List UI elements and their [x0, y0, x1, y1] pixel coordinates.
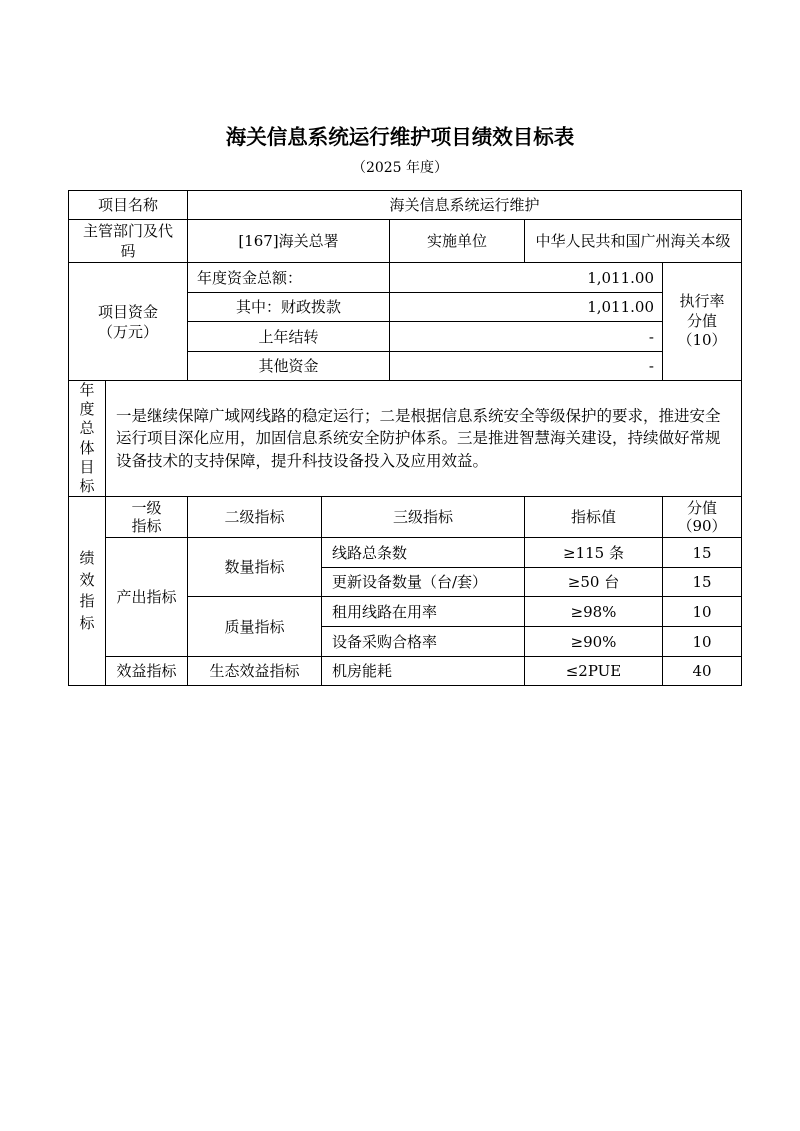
- indicator-procurement-pass-value: ≥90%: [570, 632, 617, 651]
- annual-goal-text: 一是继续保障广域网线路的稳定运行；二是根据信息系统安全等级保护的要求，推进安全运行项目深化应用，加固信息系统安全防护体系。三是推进智慧海关建设，持续做好常规设备技术的支持保障，提升科技设备投入及应用效益。: [116, 406, 721, 470]
- funds-label-text: 项目资金（万元）: [97, 302, 158, 341]
- department-label-text: 主管部门及代码: [82, 222, 173, 260]
- indicator-score: [663, 627, 742, 657]
- indicator-equipment-update-score: 15: [692, 573, 712, 591]
- funds-row-amount: [390, 352, 663, 381]
- indicator-energy-score: 40: [692, 662, 712, 680]
- indicator-score: [663, 657, 742, 686]
- funds-row-label: [188, 322, 390, 352]
- indicator-line-usage-name: 租用线路在用率: [332, 602, 438, 621]
- level2-quantity: [188, 538, 322, 597]
- indicator-name: [322, 538, 525, 568]
- indicator-value: [525, 597, 663, 627]
- level1-benefit-text: 效益指标: [116, 662, 177, 680]
- indicator-line-usage-score: 10: [692, 602, 712, 621]
- funds-other-amount: -: [648, 357, 654, 375]
- funds-row-label: [188, 352, 390, 381]
- funds-fiscal-label: 其中：财政拨款: [235, 298, 341, 316]
- indicator-procurement-pass-name: 设备采购合格率: [332, 632, 438, 651]
- indicator-energy-name: 机房能耗: [332, 662, 393, 680]
- implementing-unit-value: [525, 220, 742, 263]
- indicator-equipment-update-value: ≥50 台: [567, 573, 620, 591]
- indicator-name: [322, 568, 525, 597]
- header-level3: [322, 497, 525, 538]
- annual-goal-label-text: 年度总体目标: [79, 380, 95, 496]
- header-value-text: 指标值: [570, 508, 616, 526]
- indicator-procurement-pass-score: 10: [692, 632, 712, 651]
- level2-ecological: [188, 657, 322, 686]
- indicator-value: [525, 657, 663, 686]
- funds-fiscal-amount: 1,011.00: [587, 298, 654, 316]
- header-level2: [188, 497, 322, 538]
- funds-row-label: [188, 293, 390, 322]
- project-name-value: [188, 191, 742, 220]
- indicator-value: [525, 538, 663, 568]
- funds-total-amount: 1,011.00: [587, 268, 654, 287]
- indicator-energy-value: ≤2PUE: [565, 662, 622, 680]
- indicator-equipment-update-name: 更新设备数量（台/套）: [332, 573, 488, 591]
- header-score: [663, 497, 742, 538]
- header-level2-text: 二级指标: [224, 508, 285, 526]
- department-value-text: [167]海关总署: [238, 232, 339, 250]
- indicator-value: [525, 627, 663, 657]
- header-level1-text: 一级指标: [131, 499, 162, 535]
- indicator-value: [525, 568, 663, 597]
- execution-rate-score-text: 执行率分值（10）: [677, 292, 727, 350]
- implementing-unit-label-text: 实施单位: [426, 232, 487, 250]
- implementing-unit-value-text: 中华人民共和国广州海关本级: [535, 232, 731, 250]
- indicator-score: [663, 568, 742, 597]
- indicator-line-count-score: 15: [692, 543, 712, 562]
- funds-carryover-amount: -: [648, 327, 654, 346]
- header-level3-text: 三级指标: [392, 508, 453, 526]
- department-value: [188, 220, 390, 263]
- indicator-line-count-name: 线路总条数: [332, 543, 408, 562]
- level2-quality-text: 质量指标: [224, 617, 285, 636]
- header-value: [525, 497, 663, 538]
- funds-other-label: 其他资金: [258, 357, 319, 375]
- level2-quality: [188, 597, 322, 657]
- header-level1: [106, 497, 188, 538]
- header-score-text: 分值（90）: [677, 499, 727, 535]
- implementing-unit-label: [390, 220, 525, 263]
- indicator-score: [663, 597, 742, 627]
- level2-ecological-text: 生态效益指标: [209, 662, 300, 680]
- indicator-line-count-value: ≥115 条: [563, 543, 624, 562]
- level1-output-text: 产出指标: [116, 588, 177, 606]
- annual-goal-label: [69, 381, 106, 497]
- funds-row-amount: [390, 263, 663, 293]
- indicator-line-usage-value: ≥98%: [570, 602, 617, 621]
- project-name-value-text: 海关信息系统运行维护: [389, 196, 540, 214]
- level1-output: [106, 538, 188, 657]
- level1-benefit: [106, 657, 188, 686]
- funds-carryover-label: 上年结转: [258, 327, 319, 346]
- project-name-label: [69, 191, 188, 220]
- funds-row-amount: [390, 322, 663, 352]
- indicator-name: [322, 627, 525, 657]
- indicator-name: [322, 597, 525, 627]
- funds-total-label: 年度资金总额：: [197, 268, 303, 287]
- department-label: [69, 220, 188, 263]
- document-title: 海关信息系统运行维护项目绩效目标表: [225, 125, 575, 149]
- funds-row-label: [188, 263, 390, 293]
- project-name-label-text: 项目名称: [97, 196, 158, 214]
- execution-rate-score-label: [663, 263, 742, 381]
- annual-goal-content: [106, 381, 742, 497]
- indicators-label: [69, 497, 106, 686]
- indicator-name: [322, 657, 525, 686]
- fiscal-year: （2025 年度）: [351, 160, 449, 176]
- performance-target-table: [68, 190, 742, 686]
- level2-quantity-text: 数量指标: [224, 558, 285, 576]
- funds-row-amount: [390, 293, 663, 322]
- indicator-score: [663, 538, 742, 568]
- indicators-label-text: 绩效指标: [79, 549, 95, 632]
- funds-label: [69, 263, 188, 381]
